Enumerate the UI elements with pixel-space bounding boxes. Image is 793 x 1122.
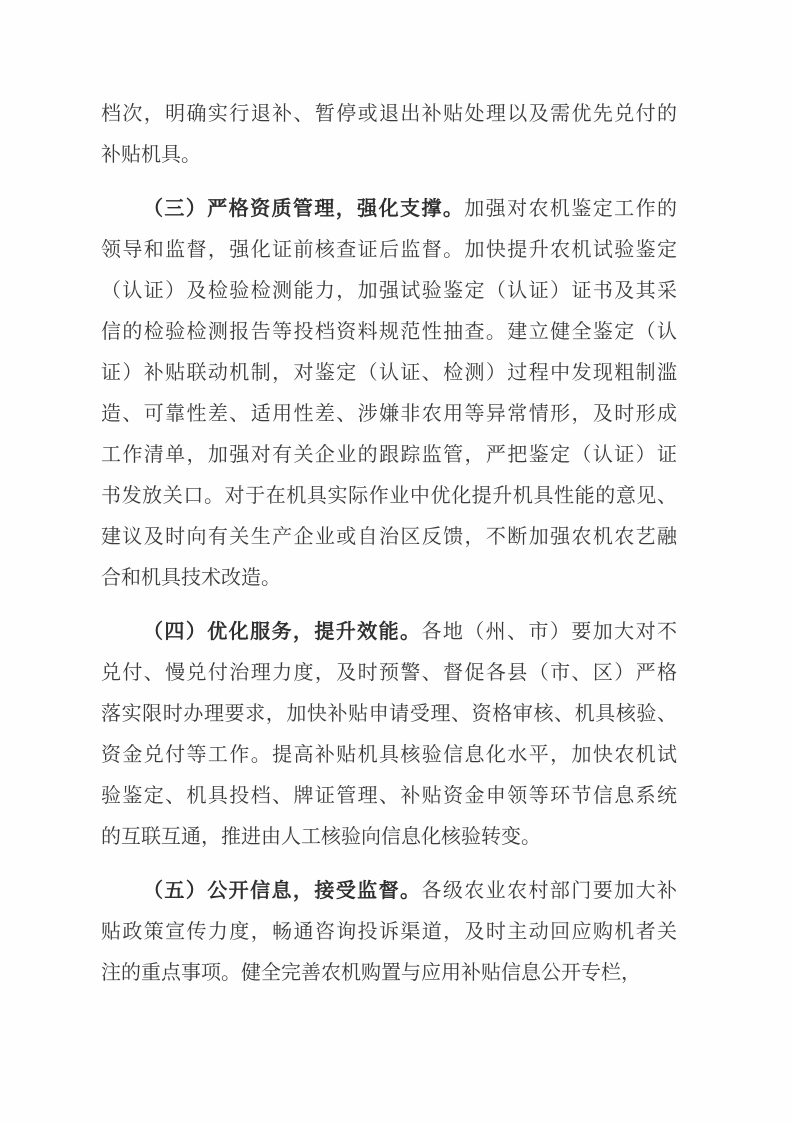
text-line: 工作清单，加强对有关企业的跟踪监管，严把鉴定（认证）证 [101, 444, 677, 466]
text-line: （认证）及检验检测能力，加强试验鉴定（认证）证书及其采 [101, 280, 677, 302]
text-line: 注的重点事项。健全完善农机购置与应用补贴信息公开专栏， [101, 962, 641, 984]
text-line: 兑付、慢兑付治理力度，及时预警、督促各县（市、区）严格 [101, 662, 677, 684]
text-line: 建议及时向有关生产企业或自治区反馈，不断加强农机农艺融 [101, 526, 677, 548]
text-line: 资金兑付等工作。提高补贴机具核验信息化水平，加快农机试 [101, 744, 677, 766]
section-4-heading: （四）优化服务，提升效能。 [143, 621, 422, 643]
text-line: 落实限时办理要求，加快补贴申请受理、资格审核、机具核验、 [101, 703, 677, 725]
paragraph-section-5 [101, 871, 677, 994]
text-line: 合和机具技术改造。 [101, 567, 281, 589]
heading-line-rest: 各级农业农村部门要加大补 [421, 880, 677, 902]
heading-line-rest: 加强对农机鉴定工作的 [464, 198, 677, 220]
paragraph-section-3 [101, 189, 677, 599]
text-line: 验鉴定、机具投档、牌证管理、补贴资金申领等环节信息系统 [101, 785, 677, 807]
text-line: 补贴机具。 [101, 144, 201, 166]
heading-line-rest: 各地（州、市）要加大对不 [421, 621, 677, 643]
text-line: 证）补贴联动机制，对鉴定（认证、检测）过程中发现粗制滥 [101, 362, 677, 384]
text-line: 的互联互通，推进由人工核验向信息化核验转变。 [101, 826, 541, 848]
section-heading-line [101, 189, 677, 230]
text-line: 书发放关口。对于在机具实际作业中优化提升机具性能的意见、 [101, 485, 677, 507]
section-5-heading: （五）公开信息，接受监督。 [143, 880, 422, 902]
text-line: 造、可靠性差、适用性差、涉嫌非农用等异常情形，及时形成 [101, 403, 677, 425]
section-heading-line [101, 612, 677, 653]
paragraph-continuation [101, 94, 677, 176]
section-heading-line [101, 871, 677, 912]
text-line: 信的检验检测报告等投档资料规范性抽查。建立健全鉴定（认 [101, 321, 677, 343]
document-text-block [101, 94, 677, 994]
text-line: 领导和监督，强化证前核查证后监督。加快提升农机试验鉴定 [101, 239, 677, 261]
paragraph-section-4 [101, 612, 677, 858]
section-3-heading: （三）严格资质管理，强化支撑。 [143, 198, 465, 220]
text-line: 贴政策宣传力度，畅通咨询投诉渠道，及时主动回应购机者关 [101, 921, 677, 943]
text-line: 档次，明确实行退补、暂停或退出补贴处理以及需优先兑付的 [101, 103, 677, 125]
